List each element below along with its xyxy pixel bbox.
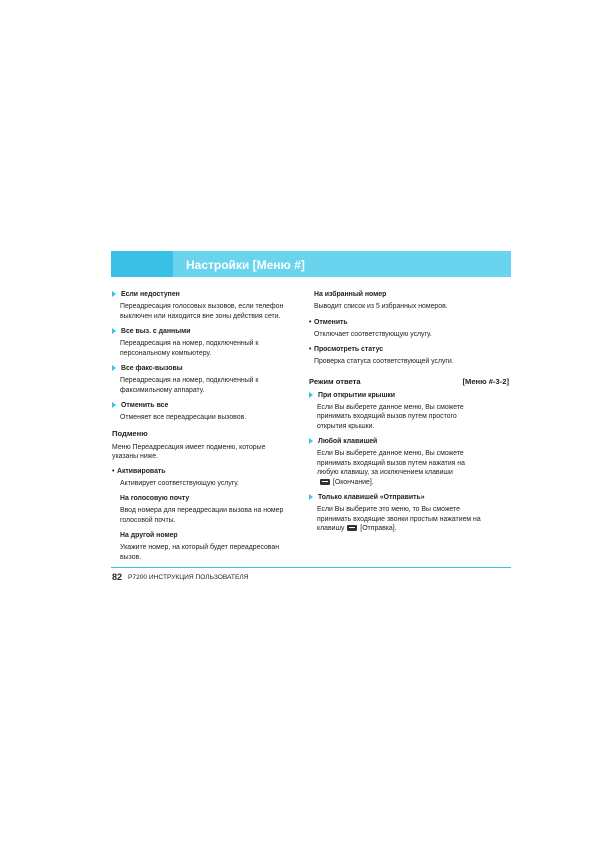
item-description: Укажите номер, на который будет переадресован вызов. xyxy=(120,544,280,561)
item-description: Если Вы выберете данное меню, Вы сможете принимать входящий вызов путем простого открытия крышки. xyxy=(317,403,464,430)
end-key-icon xyxy=(320,479,330,485)
list-item xyxy=(112,290,284,321)
list-item xyxy=(112,494,284,525)
item-title: Любой клавишей xyxy=(318,438,378,445)
item-description: Переадресация на номер, подключенный к факсимильному аппарату. xyxy=(120,377,259,394)
item-description xyxy=(309,505,481,534)
list-item xyxy=(112,364,284,395)
item-title: На избранный номер xyxy=(314,291,387,298)
item-description: Проверка статуса соответствующей услуги. xyxy=(314,358,454,365)
list-item xyxy=(309,391,481,432)
page-number: 82 xyxy=(112,572,123,582)
item-description: Отключает соответствующую услугу. xyxy=(314,330,432,338)
list-item xyxy=(309,318,481,340)
section-intro: Меню Переадресация имеет подменю, которые указаны ниже. xyxy=(112,443,266,460)
item-title: Активировать xyxy=(117,467,166,475)
item-description: Переадресация голосовых вызовов, если телефон выключен или находится вне зоны действия сети. xyxy=(120,303,284,320)
triangle-bullet-icon xyxy=(112,291,116,297)
list-item xyxy=(112,467,284,489)
list-item xyxy=(309,345,481,367)
footer-title: P7200 ИНСТРУКЦИЯ ПОЛЬЗОВАТЕЛЯ xyxy=(128,574,249,581)
menu-reference: [Меню #-3-2] xyxy=(462,376,509,386)
list-item xyxy=(309,493,481,534)
page-title: Настройки [Меню #] xyxy=(186,258,305,272)
triangle-bullet-icon xyxy=(309,494,313,500)
item-title: На другой номер xyxy=(120,532,178,539)
dot-bullet-icon: • xyxy=(309,318,312,326)
description-text: Если Вы выберете данное меню, Вы сможете принимать входящий вызов путем нажатия на любую клавишу, за исключением клавиши xyxy=(317,450,465,476)
description-text: [Окончание]. xyxy=(332,478,374,486)
section-heading xyxy=(309,376,509,387)
left-column xyxy=(112,290,284,568)
section-header-bar xyxy=(111,251,511,277)
item-description: Переадресация на номер, подключенный к персональному компьютеру. xyxy=(120,340,259,357)
item-description: Ввод номера для переадресации вызова на номер голосовой почты. xyxy=(120,507,284,524)
description-text: [Отправка]. xyxy=(360,525,397,532)
triangle-bullet-icon xyxy=(309,438,313,444)
footer-divider xyxy=(111,567,511,568)
item-description xyxy=(309,449,481,487)
description-text: Если Вы выберите это меню, то Вы сможете принимать входящие звонки простым нажатием на клавишу xyxy=(317,506,481,532)
triangle-bullet-icon xyxy=(112,365,116,371)
dot-bullet-icon: • xyxy=(309,346,312,353)
list-item xyxy=(112,531,284,562)
right-column xyxy=(309,290,509,540)
triangle-bullet-icon xyxy=(309,392,313,398)
item-description: Выводит список из 5 избранных номеров. xyxy=(314,303,448,310)
list-item xyxy=(112,401,284,423)
item-title: При открытии крышки xyxy=(318,391,395,399)
section-heading: Подменю xyxy=(112,428,148,438)
item-title: Все факс-вызовы xyxy=(121,365,183,372)
section-heading-label: Режим ответа xyxy=(309,376,361,386)
item-description: Отменяет все переадресации вызовов. xyxy=(120,414,247,421)
list-item xyxy=(112,327,284,358)
item-title: На голосовую почту xyxy=(120,495,190,502)
item-title: Все выз. с данными xyxy=(121,328,191,335)
list-item xyxy=(309,437,481,487)
item-title: Отменить xyxy=(314,318,348,326)
item-description: Активирует соответствующую услугу. xyxy=(120,479,239,487)
item-title: Если недоступен xyxy=(121,291,180,298)
item-title: Только клавишей «Отправить» xyxy=(318,494,425,501)
header-accent-block xyxy=(111,251,173,277)
triangle-bullet-icon xyxy=(112,328,116,334)
triangle-bullet-icon xyxy=(112,402,116,408)
list-item xyxy=(309,290,481,312)
send-key-icon xyxy=(347,525,357,531)
item-title: Отменить все xyxy=(121,402,169,409)
item-title: Просмотреть статус xyxy=(314,346,384,353)
dot-bullet-icon: • xyxy=(112,467,115,475)
